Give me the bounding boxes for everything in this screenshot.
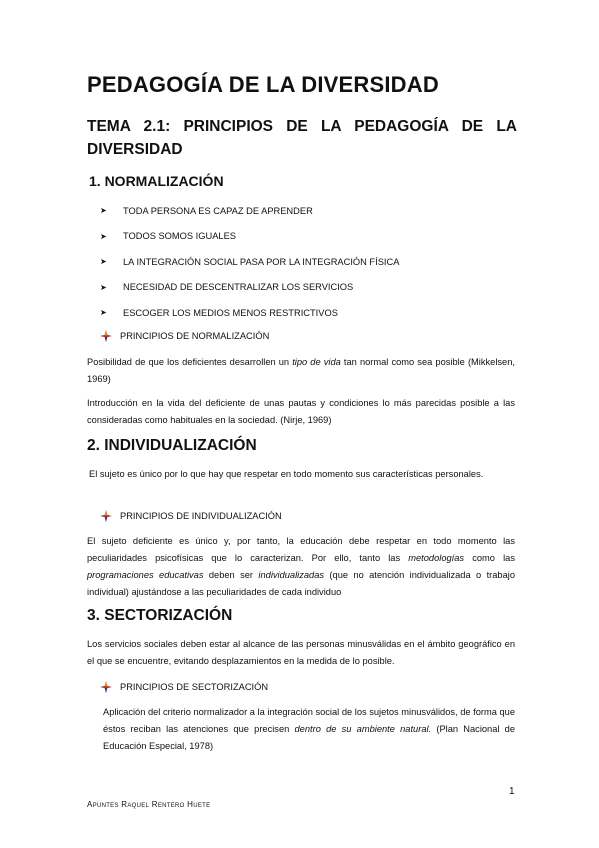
list-item: ➤ TODA PERSONA ES CAPAZ DE APRENDER [100, 205, 313, 216]
arrow-bullet-icon: ➤ [100, 282, 107, 292]
principles-heading-normalizacion: PRINCIPIOS DE NORMALIZACIÓN [100, 330, 269, 342]
document-subtitle: TEMA 2.1: PRINCIPIOS DE LA PEDAGOGÍA DE LA DIVERSIDAD [87, 118, 517, 158]
star-bullet-icon [100, 510, 112, 522]
star-bullet-icon [100, 330, 112, 342]
paragraph-sectorizacion-intro: Los servicios sociales deben estar al alcance de las personas minusválidas en el ámbito geográfico en el que se encuentre, evitando desplazamientos en la medida de lo posible. [87, 639, 515, 666]
list-item: ➤ LA INTEGRACIÓN SOCIAL PASA POR LA INTEGRACIÓN FÍSICA [100, 256, 400, 267]
principles-heading-sectorizacion: PRINCIPIOS DE SECTORIZACIÓN [100, 681, 268, 693]
section-heading-sectorizacion: 3. SECTORIZACIÓN [87, 607, 233, 624]
section-heading-normalizacion: 1. NORMALIZACIÓN [89, 173, 224, 189]
paragraph-sectorizacion: Aplicación del criterio normalizador a la integración social de los sujetos minusválidos, de forma que éstos reciban las atenciones que precisen dentro de su ambiente natural. (Plan Nacional de Educación Especial, 1978) [103, 707, 516, 751]
paragraph-individualizacion-intro: El sujeto es único por lo que hay que respetar en todo momento sus características personales. [89, 469, 484, 479]
arrow-bullet-icon: ➤ [100, 257, 107, 267]
list-item: ➤ NECESIDAD DE DESCENTRALIZAR LOS SERVICIOS [100, 282, 354, 293]
star-bullet-icon [100, 681, 112, 693]
page-number: 1 [509, 786, 515, 797]
section-heading-individualizacion: 2. INDIVIDUALIZACIÓN [87, 437, 257, 454]
list-item: ➤ TODOS SOMOS IGUALES [100, 231, 236, 242]
arrow-bullet-icon: ➤ [100, 231, 107, 241]
footer-author: Apuntes Raquel Rentero Huete [87, 800, 211, 809]
paragraph-normalizacion-1: Posibilidad de que los deficientes desarrollen un tipo de vida tan normal como sea posible (Mikkelsen, 1969) [87, 357, 515, 384]
list-item: ➤ ESCOGER LOS MEDIOS MENOS RESTRICTIVOS [100, 307, 338, 318]
paragraph-individualizacion: El sujeto deficiente es único y, por tanto, la educación debe respetar en todo momento las peculiaridades psicofísicas que lo caracterizan. Por ello, tanto las metodologías como las programaciones educativas deben ser individualizadas (que no atención individualizada o trabajo individual) ajustándose a las peculiaridades de cada individuo [87, 536, 515, 597]
paragraph-normalizacion-2: Introducción en la vida del deficiente de unas pautas y condiciones lo más parecidas posible a las consideradas como habituales en la sociedad. (Nirje, 1969) [87, 398, 515, 425]
arrow-bullet-icon: ➤ [100, 206, 107, 216]
principles-heading-individualizacion: PRINCIPIOS DE INDIVIDUALIZACIÓN [100, 510, 282, 522]
normalizacion-list [100, 198, 399, 326]
document-title: PEDAGOGÍA DE LA DIVERSIDAD [87, 72, 439, 97]
arrow-bullet-icon: ➤ [100, 308, 107, 318]
